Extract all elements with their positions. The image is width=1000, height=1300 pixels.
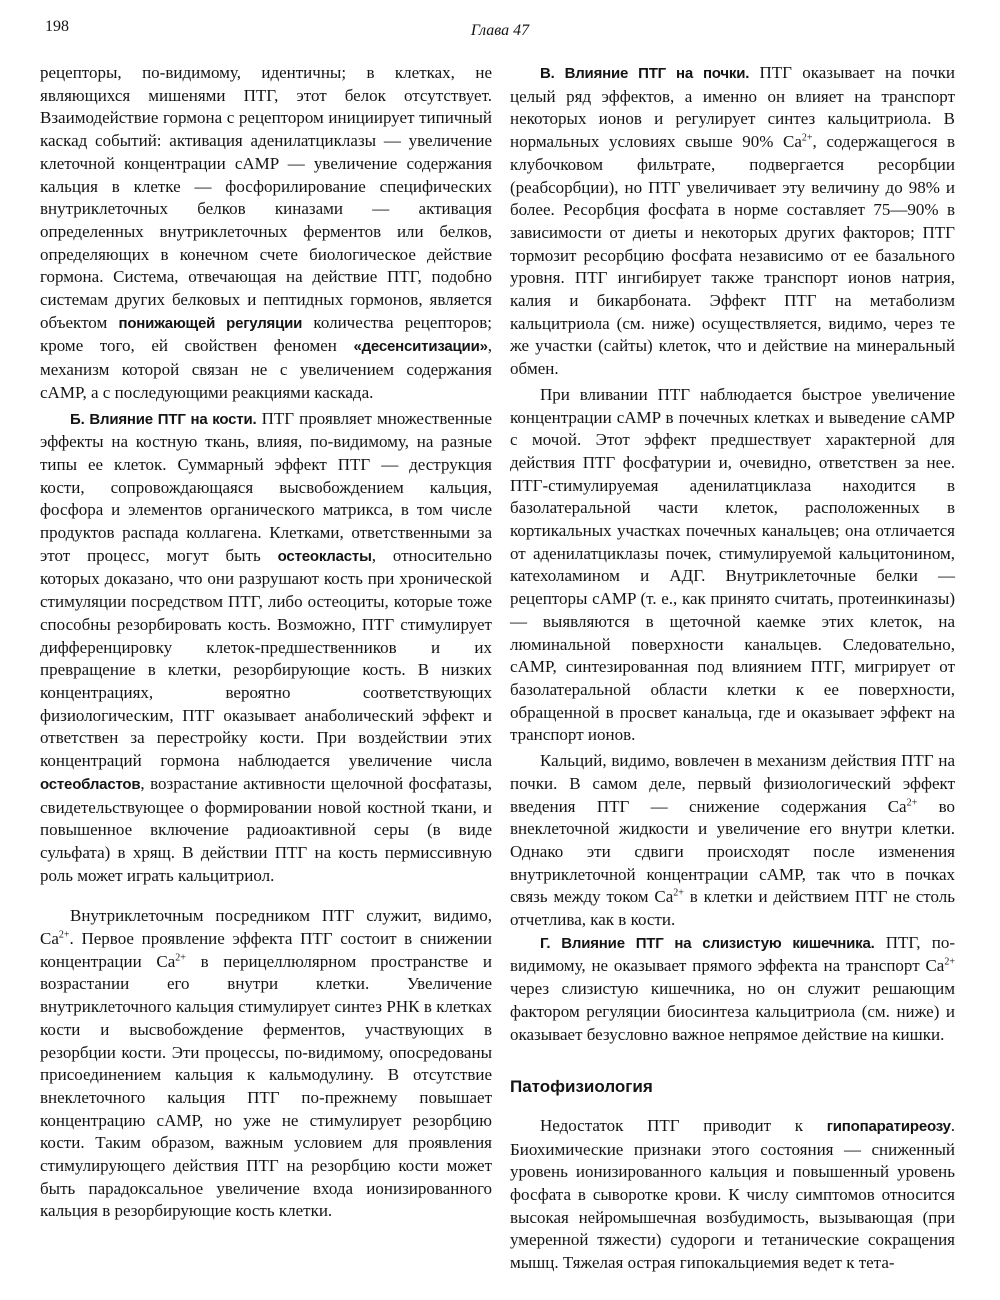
text-run: , механизм которой связан не с увеличением содержания cAMP, а с последующими реакциями каскада. [40, 336, 492, 402]
term-hypoparathyroidism: гипопаратиреозу [826, 1117, 951, 1135]
subsection-heading-kidney: В. Влияние ПТГ на почки. [540, 65, 750, 82]
text-run: . Биохимические признаки этого состояния — сниженный уровень ионизированного кальция и повышенный уровень фосфата в сыворотке крови. К числу симптомов относится высокая нейромышечная возбудимость, вызывающая (при умеренной тяжести) судороги и тетанические сокращения мышц. Тяжелая острая гипокальциемия ведет к тета- [510, 1115, 955, 1273]
superscript-charge: 2+ [801, 132, 813, 144]
superscript-charge: 2+ [58, 929, 70, 941]
text-run: в клетки и действием ПТГ не столь отчетлива, как в кости. [510, 887, 955, 930]
subsection-heading-bone: Б. Влияние ПТГ на кости. [70, 410, 257, 428]
term-desensitization: «десенситизации» [353, 338, 488, 356]
text-run: ПТГ оказывает на почки целый ряд эффектов, а именно он влияет на транспорт некоторых ионов и регулирует синтез кальцитриола. В нормальных условиях свыше 90% Ca [510, 63, 955, 152]
text-run: количества рецепторов; кроме того, ей свойствен феномен [40, 312, 492, 356]
paragraph-hypoparathyroidism [510, 1115, 955, 1275]
paragraph-intestine-effects [510, 932, 955, 1047]
text-run: в перицеллюлярном пространстве и возрастании его внутри клетки. Увеличение внутриклеточного кальция стимулирует синтез РНК в клетках кости и высвобождение ферментов, участвующих в резорбции кости. Эти процессы, по-видимому, опосредованы присоединением кальция к кальмодулину. В отсутствие внеклеточного кальция ПТГ по-прежнему повышает концентрацию cAMP, но уже не стимулирует резорбцию кости. Таким образом, важным условием для проявления стимулирующего действия ПТГ на резорбцию кости может быть парадоксальное увеличение входа ионизированного кальция в резорбирующие кость клетки. [40, 951, 493, 1221]
term-down-regulation: понижающей регуляции [118, 314, 303, 332]
paragraph-intracellular-mediator [40, 905, 492, 1223]
text-run: во внеклеточной жидкости и увеличение его внутри клетки. Однако эти сдвиги происходят после изменения внутриклеточной концентрации cAMP, так что в почках связь между током Ca [510, 796, 955, 907]
section-title-pathophysiology: Патофизиология [510, 1077, 653, 1097]
text-run: , относительно которых доказано, что они разрушают кость при хронической стимуляции посредством ПТГ, либо остеоциты, которые тоже способны резорбировать кость. Возможно, ПТГ стимулирует дифференцировку клеток-предшественников и их превращение в клетки, резорбирующие кость. В низких концентрациях, вероятно соответствующих физиологическим, ПТГ оказывает анаболический эффект и ответствен за перестройку кости. При воздействии этих концентраций гормона наблюдается увеличение числа [40, 545, 492, 771]
term-osteoblasts: остеобластов [40, 775, 141, 793]
left-column [40, 62, 492, 1223]
text-run: ПТГ проявляет множественные эффекты на костную ткань, влияя, по-видимому, на разные типы ее клеток. Суммарный эффект ПТГ — деструкция кости, сопровождающаяся высвобождением кальция, фосфора и элементов органического матрикса, в том числе продуктов распада коллагена. Клетками, ответственными за этот процесс, могут быть [40, 408, 492, 565]
superscript-charge: 2+ [906, 796, 918, 808]
subsection-heading-intestine: Г. Влияние ПТГ на слизистую кишечника. [540, 934, 875, 952]
text-run: ПТГ, по-видимому, не оказывает прямого эффекта на транспорт Ca [510, 932, 955, 976]
paragraph-camp-infusion: При вливании ПТГ наблюдается быстрое увеличение концентрации cAMP в почечных клетках и выведение cAMP с мочой. Этот эффект предшествует характерной для действия ПТГ фосфатурии и, очевидно, ответствен за нее. ПТГ-стимулируемая аденилатциклаза находится в базолатеральной части клеток, расположенных в кортикальных участках почечных канальцев; она отличается от аденилатциклазы почек, стимулируемой кальцитонином, катехоламином и АДГ. Внутриклеточные белки — рецепторы cAMP (т. е., как принято считать, протеинкиназы) — выявляются в щеточной каемке этих клеток, на люминальной поверхности канальцев. Следовательно, cAMP, синтезированная под влиянием ПТГ, мигрирует от базолатеральной области клетки к ее поверхности, обращенной в просвет канальца, где и оказывает эффект на транспорт ионов. [510, 384, 955, 745]
superscript-charge: 2+ [175, 952, 186, 964]
page-number: 198 [45, 18, 69, 35]
paragraph-bone-effects [40, 408, 492, 888]
text-run: через слизистую кишечника, но он служит решающим фактором регуляции биосинтеза кальцитриола (см. ниже) и оказывает безусловно важное непрямое действие на кишки. [510, 979, 955, 1044]
text-run: , возрастание активности щелочной фосфатазы, свидетельствующее о формировании новой костной ткани, и повышенное включение радиоактивной серы (в виде сульфата) в хрящ. В действии ПТГ на кость пермиссивную роль может играть кальцитриол. [40, 773, 492, 885]
text-run: Недостаток ПТГ приводит к [540, 1115, 827, 1135]
text-run: рецепторы, по-видимому, идентичны; в клетках, не являющихся мишенями ПТГ, этот белок отсутствует. Взаимодействие гормона с рецептором инициирует типичный каскад событий: активация аденилатциклазы — увеличение клеточной концентрации cAMP — увеличение содержания кальция в клетке — фосфорилирование специфических внутриклеточных белков киназами — активация определенных внутриклеточных ферментов или белков, определяющих в конечном счете биологическое действие гормона. Система, отвечающая на действие ПТГ, подобно системам других белковых и пептидных гормонов, является объектом [40, 63, 492, 332]
right-column [510, 62, 955, 1275]
text-run: . Первое проявление эффекта ПТГ состоит в снижении концентрации Ca [40, 929, 492, 971]
running-head-chapter: Глава 47 [470, 22, 530, 39]
superscript-charge: 2+ [673, 887, 684, 899]
text-run: Внутриклеточным посредником ПТГ служит, видимо, Ca [40, 906, 492, 949]
paragraph-kidney-effects [510, 62, 955, 381]
text-run: , содержащегося в клубочковом фильтрате, подвергается ресорбции (реабсорбции), но ПТГ увеличивает эту величину до 98% и более. Ресорбция фосфата в норме составляет 75—90% в зависимости от диеты и некоторых других факторов; ПТГ тормозит ресорбцию фосфата независимо от ее базального уровня. ПТГ ингибирует также транспорт ионов натрия, калия и бикарбоната. Эффект ПТГ на метаболизм кальцитриола (см. ниже) осуществляется, видимо, через те же участки (сайты) клеток, что и действие на минеральный обмен. [510, 132, 955, 379]
paragraph-calcium-kidney [510, 750, 955, 932]
paragraph-receptors [40, 62, 492, 405]
text-run: Кальций, видимо, вовлечен в механизм действия ПТГ на почки. В самом деле, первый физиологический эффект введения ПТГ — снижение содержания Ca [510, 751, 955, 816]
superscript-charge: 2+ [944, 956, 955, 968]
term-osteoclasts: остеокласты [277, 547, 372, 565]
